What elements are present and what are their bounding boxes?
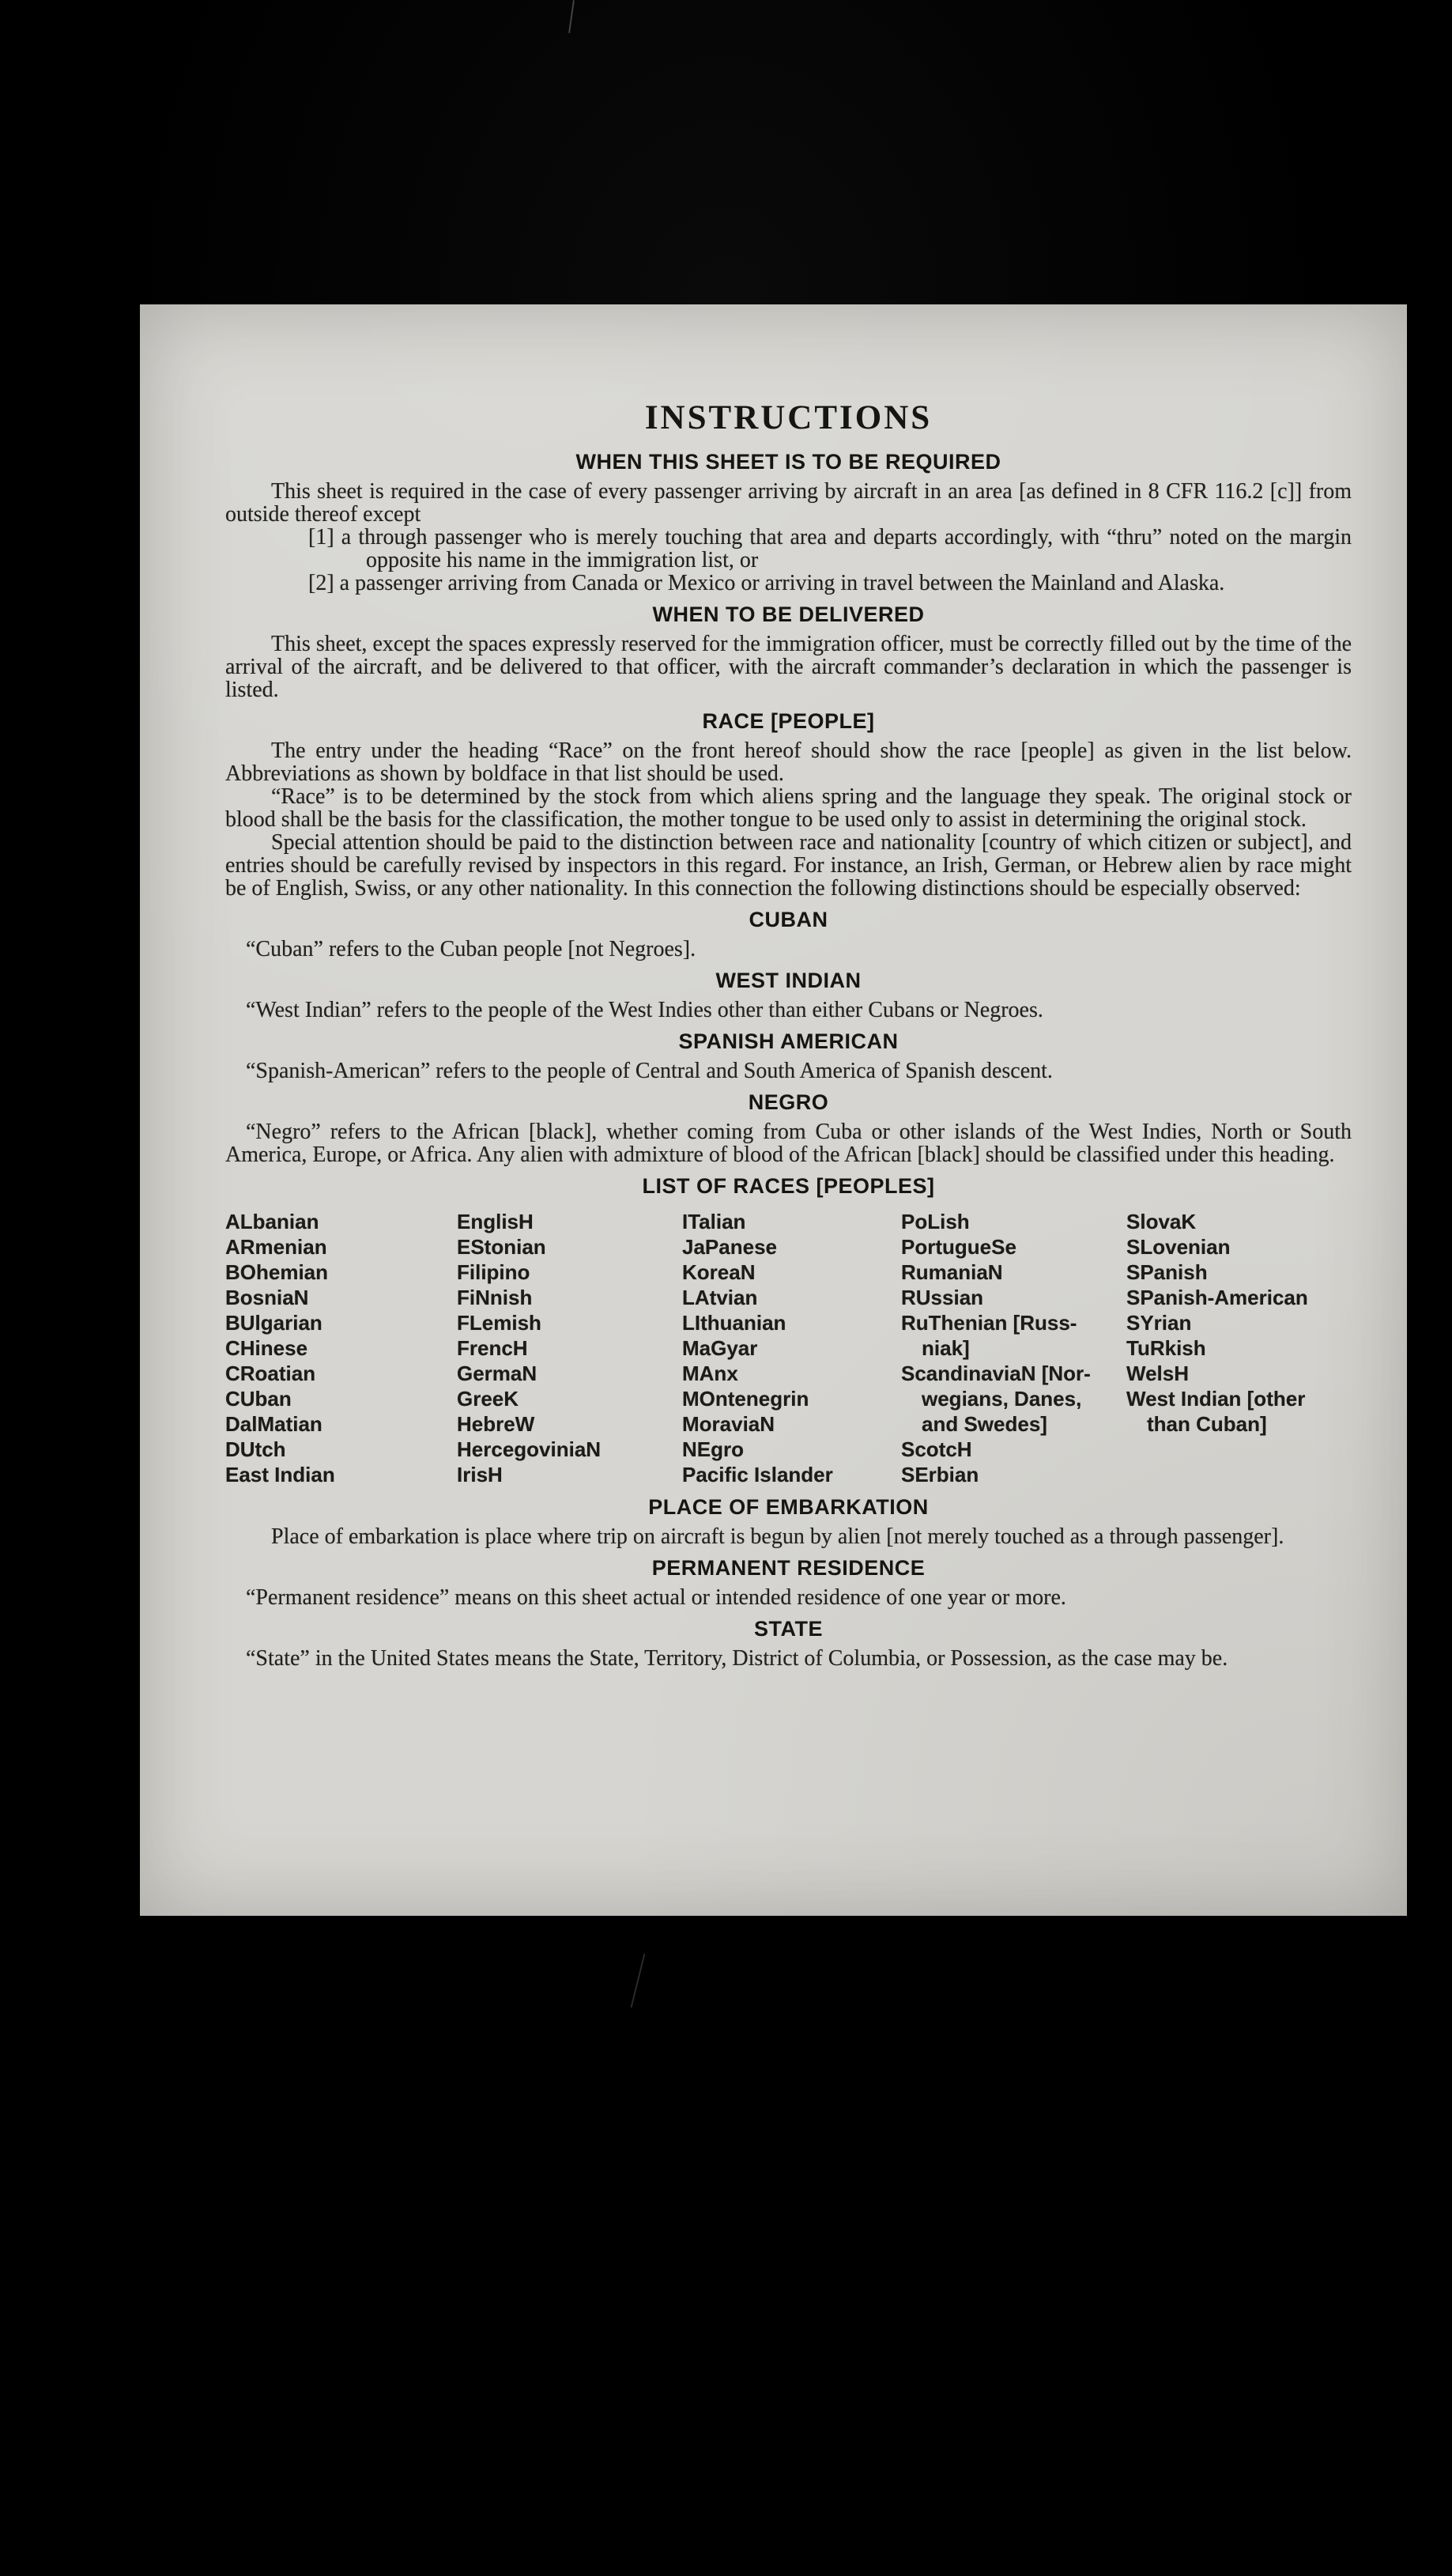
race-entry: and Swedes] xyxy=(922,1412,1047,1436)
race-entry: EnglisH xyxy=(457,1210,534,1233)
race-entry: HercegoviniaN xyxy=(457,1437,602,1461)
race-entry: RuThenian [Russ- xyxy=(901,1311,1077,1335)
race-entry: JaPanese xyxy=(682,1235,777,1259)
heading-place-of-embarkation: PLACE OF EMBARKATION xyxy=(648,1495,929,1519)
heading-when-delivered: WHEN TO BE DELIVERED xyxy=(652,602,925,626)
negro-definition: “Negro” refers to the African [black], whether coming from Cuba or other islands of the West Indies, North or South America, Europe, or Africa. Any alien with admixture of blood of the African [black] should be classified under this heading. xyxy=(225,1120,1352,1167)
scan-artifact xyxy=(568,0,575,33)
heading-state: STATE xyxy=(754,1617,823,1641)
races-column-5 xyxy=(1126,1209,1352,1487)
document-title: INSTRUCTIONS xyxy=(644,399,933,436)
race-entry: BUlgarian xyxy=(225,1311,322,1335)
heading-when-required: WHEN THIS SHEET IS TO BE REQUIRED xyxy=(575,450,1001,474)
race-entry: SYrian xyxy=(1126,1311,1192,1335)
race-entry: ARmenian xyxy=(225,1235,327,1259)
heading-permanent-residence: PERMANENT RESIDENCE xyxy=(651,1556,926,1580)
heading-cuban: CUBAN xyxy=(749,908,828,931)
required-item-1: [1] a through passenger who is merely touching that area and departs accordingly, with “thru” noted on the margin opposite his name in the immigration list, or xyxy=(308,525,1352,572)
race-entry: IrisH xyxy=(457,1463,503,1486)
embarkation-paragraph: Place of embarkation is place where trip on aircraft is begun by alien [not merely touched as a through passenger]. xyxy=(271,1524,1284,1549)
race-entry: WelsH xyxy=(1126,1362,1189,1385)
required-item-2: [2] a passenger arriving from Canada or Mexico or arriving in travel between the Mainland and Alaska. xyxy=(308,571,1225,595)
race-entry: LAtvian xyxy=(682,1286,758,1309)
race-entry: RUssian xyxy=(901,1286,984,1309)
heading-spanish-american: SPANISH AMERICAN xyxy=(678,1029,899,1053)
race-entry: LIthuanian xyxy=(682,1311,786,1335)
race-entry: ScotcH xyxy=(901,1437,972,1461)
race-entry: SLovenian xyxy=(1126,1235,1231,1259)
west-indian-definition: “West Indian” refers to the people of the West Indies other than either Cubans or Negroes. xyxy=(246,998,1043,1022)
race-entry: ScandinaviaN [Nor- xyxy=(901,1362,1091,1385)
races-column-3 xyxy=(682,1209,901,1487)
race-entry: niak] xyxy=(922,1336,970,1360)
races-list xyxy=(225,1209,1352,1487)
race-entry: FrencH xyxy=(457,1336,528,1360)
required-intro-paragraph: This sheet is required in the case of every passenger arriving by aircraft in an area [as defined in 8 CFR 116.2 [c]] from outside thereof except xyxy=(225,479,1352,527)
race-entry: CRoatian xyxy=(225,1362,316,1385)
heading-west-indian: WEST INDIAN xyxy=(715,969,862,992)
cuban-definition: “Cuban” refers to the Cuban people [not Negroes]. xyxy=(246,937,696,961)
race-entry: FiNnish xyxy=(457,1286,533,1309)
instructions-sheet xyxy=(140,304,1407,1916)
race-paragraph-3: Special attention should be paid to the distinction between race and nationality [country of which citizen or subject], and entries should be carefully revised by inspectors in this regard. For instance, an Irish, German, or Hebrew alien by race might be of English, Swiss, or any other nationality. In this connection the following distinctions should be especially observed: xyxy=(225,830,1352,901)
heading-negro: NEGRO xyxy=(748,1090,829,1114)
heading-race-people: RACE [PEOPLE] xyxy=(702,709,875,733)
race-entry: FLemish xyxy=(457,1311,541,1335)
race-entry: Pacific Islander xyxy=(682,1463,833,1486)
race-entry: ALbanian xyxy=(225,1210,319,1233)
race-entry: EStonian xyxy=(457,1235,546,1259)
race-entry: RumaniaN xyxy=(901,1260,1003,1284)
race-entry: West Indian [other xyxy=(1126,1387,1306,1411)
race-entry: Filipino xyxy=(457,1260,530,1284)
race-entry: PoLish xyxy=(901,1210,970,1233)
spanish-american-definition: “Spanish-American” refers to the people of Central and South America of Spanish descent. xyxy=(246,1059,1053,1083)
race-entry: DalMatian xyxy=(225,1412,322,1436)
race-entry: SPanish xyxy=(1126,1260,1208,1284)
race-entry: SPanish-American xyxy=(1126,1286,1308,1309)
race-entry: MOntenegrin xyxy=(682,1387,809,1411)
races-column-4 xyxy=(901,1209,1126,1487)
race-entry: MoraviaN xyxy=(682,1412,775,1436)
race-entry: NEgro xyxy=(682,1437,744,1461)
race-entry: ITalian xyxy=(682,1210,746,1233)
state-definition: “State” in the United States means the State, Territory, District of Columbia, or Possession, as the case may be. xyxy=(246,1646,1228,1671)
scan-artifact xyxy=(631,1954,646,2008)
race-entry: PortugueSe xyxy=(901,1235,1016,1259)
race-entry: KoreaN xyxy=(682,1260,756,1284)
race-entry: GreeK xyxy=(457,1387,519,1411)
race-entry: SErbian xyxy=(901,1463,979,1486)
race-entry: SlovaK xyxy=(1126,1210,1197,1233)
race-paragraph-2: “Race” is to be determined by the stock from which aliens spring and the language they speak. The original stock or blood shall be the basis for the classification, the mother tongue to be used only to assist in determining the original stock. xyxy=(225,784,1352,832)
race-entry: HebreW xyxy=(457,1412,535,1436)
race-entry: MAnx xyxy=(682,1362,738,1385)
race-entry: TuRkish xyxy=(1126,1336,1206,1360)
race-paragraph-1: The entry under the heading “Race” on the front hereof should show the race [people] as given in the list below. Abbreviations as shown by boldface in that list should be used. xyxy=(225,738,1352,786)
race-entry: GermaN xyxy=(457,1362,537,1385)
races-column-2 xyxy=(457,1209,682,1487)
delivered-paragraph: This sheet, except the spaces expressly reserved for the immigration officer, must be correctly filled out by the time of the arrival of the aircraft, and be delivered to that officer, with the aircraft commander’s declaration in which the passenger is listed. xyxy=(225,632,1352,702)
races-column-1 xyxy=(225,1209,457,1487)
race-entry: CHinese xyxy=(225,1336,308,1360)
race-entry: than Cuban] xyxy=(1147,1412,1267,1436)
race-entry: BOhemian xyxy=(225,1260,329,1284)
race-entry: MaGyar xyxy=(682,1336,758,1360)
permanent-residence-definition: “Permanent residence” means on this sheet actual or intended residence of one year or more. xyxy=(246,1585,1066,1610)
heading-list-of-races: LIST OF RACES [PEOPLES] xyxy=(642,1174,935,1198)
race-entry: BosniaN xyxy=(225,1286,309,1309)
race-entry: East Indian xyxy=(225,1463,335,1486)
race-entry: CUban xyxy=(225,1387,292,1411)
race-entry: wegians, Danes, xyxy=(922,1387,1082,1411)
race-entry: DUtch xyxy=(225,1437,286,1461)
